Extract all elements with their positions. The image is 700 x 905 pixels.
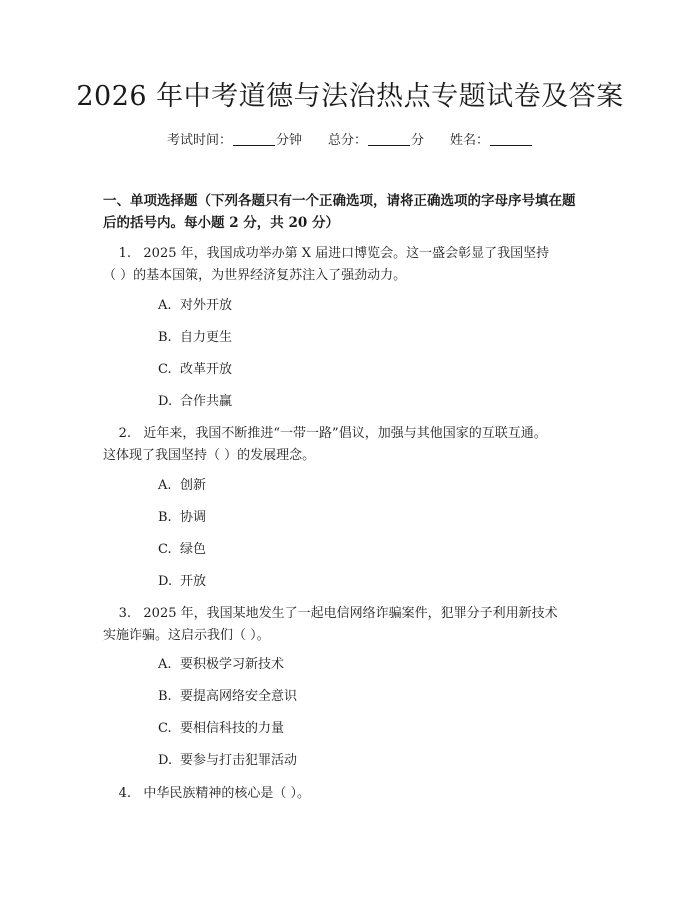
score-blank	[368, 132, 410, 146]
option-letter: D.	[158, 753, 173, 768]
score-unit: 分	[411, 133, 425, 148]
option-3c[interactable]	[158, 719, 284, 739]
option-text: 改革开放	[180, 362, 233, 377]
option-1b[interactable]	[158, 328, 232, 348]
option-1a[interactable]	[158, 296, 232, 316]
option-text: 绿色	[180, 542, 207, 557]
option-letter: D.	[158, 394, 173, 409]
question-1	[103, 243, 603, 287]
option-letter: A.	[158, 298, 172, 313]
option-1c[interactable]	[158, 360, 232, 380]
time-unit: 分钟	[275, 133, 302, 148]
option-letter: C.	[158, 542, 172, 557]
option-text: 要参与打击犯罪活动	[180, 753, 298, 768]
option-letter: A.	[158, 657, 172, 672]
option-letter: B.	[158, 689, 172, 704]
option-letter: C.	[158, 721, 172, 736]
option-1d[interactable]	[158, 392, 232, 412]
option-text: 对外开放	[180, 298, 233, 313]
question-stem-line1: 中华民族精神的核心是（ ）。	[143, 786, 311, 801]
option-text: 要积极学习新技术	[180, 657, 285, 672]
option-text: 合作共赢	[180, 394, 233, 409]
option-text: 要提高网络安全意识	[180, 689, 298, 704]
question-stem-line1: 2025 年，我国某地发生了一起电信网络诈骗案件，犯罪分子利用新技术	[143, 606, 558, 621]
option-2c[interactable]	[158, 540, 206, 560]
option-3d[interactable]	[158, 751, 297, 771]
option-letter: A.	[158, 478, 172, 493]
name-blank	[490, 132, 532, 146]
section-heading-line2: 后的括号内。每小题 2 分，共 20 分）	[103, 215, 339, 231]
question-stem-line2: 实施诈骗。这启示我们（ ）。	[103, 628, 270, 643]
option-3a[interactable]	[158, 655, 284, 675]
option-letter: C.	[158, 362, 172, 377]
option-text: 自力更生	[180, 330, 233, 345]
option-3b[interactable]	[158, 687, 297, 707]
question-number: 4.	[118, 786, 131, 801]
question-3	[103, 603, 603, 647]
section-heading	[103, 190, 603, 234]
option-text: 开放	[180, 574, 207, 589]
time-label: 考试时间：	[166, 133, 232, 148]
question-4	[103, 783, 603, 805]
option-letter: B.	[158, 510, 172, 525]
exam-title: 2026 年中考道德与法治热点专题试卷及答案	[76, 81, 624, 112]
time-blank	[233, 132, 275, 146]
question-stem-line1: 2025 年，我国成功举办第 X 届进口博览会。这一盛会彰显了我国坚持	[143, 246, 550, 261]
option-text: 要相信科技的力量	[180, 721, 285, 736]
section-heading-line1: 一、单项选择题（下列各题只有一个正确选项，请将正确选项的字母序号填在题	[103, 193, 576, 209]
question-number: 1.	[118, 246, 131, 261]
option-2d[interactable]	[158, 572, 206, 592]
name-label: 姓名：	[450, 133, 490, 148]
score-label: 总分：	[327, 133, 367, 148]
question-2	[103, 423, 603, 467]
question-stem-line2: 这体现了我国坚持（ ）的发展理念。	[103, 448, 316, 463]
option-2b[interactable]	[158, 508, 206, 528]
exam-meta	[0, 131, 700, 151]
option-2a[interactable]	[158, 476, 206, 496]
question-number: 2.	[118, 426, 131, 441]
option-text: 协调	[180, 510, 207, 525]
option-letter: D.	[158, 574, 173, 589]
option-letter: B.	[158, 330, 172, 345]
question-stem-line2: （ ）的基本国策，为世界经济复苏注入了强劲动力。	[103, 268, 407, 283]
option-text: 创新	[180, 478, 207, 493]
question-number: 3.	[118, 606, 131, 621]
question-stem-line1: 近年来，我国不断推进“一带一路”倡议，加强与其他国家的互联互通。	[143, 426, 547, 441]
